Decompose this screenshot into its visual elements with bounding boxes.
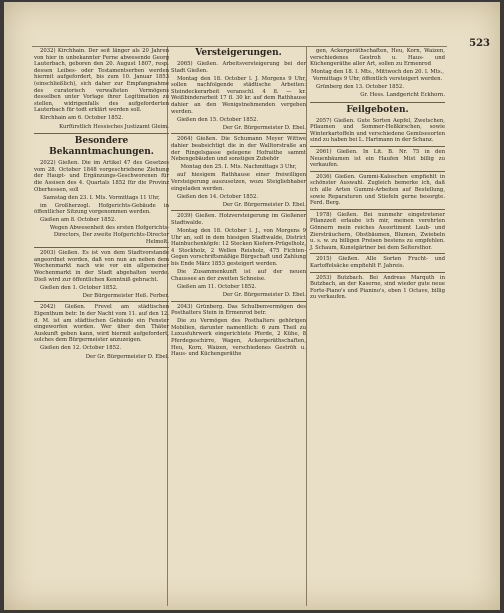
divider xyxy=(310,209,445,210)
column-1 xyxy=(34,48,169,362)
notice-signature: Der Gr. Bürgermeister D. Ebel. xyxy=(222,201,306,208)
notice-date: Gießen den 12. October 1852. xyxy=(40,345,122,352)
top-rule xyxy=(32,46,447,47)
divider xyxy=(171,133,306,134)
page-number: 523 xyxy=(469,38,490,49)
notice-date: Kirchhain am 6. October 1852. xyxy=(40,115,124,122)
notice: 2061) Gießen. In Lit. B. Nr. 75 in den Neuenbäumen ist ein Haufen Mist billig zu verkaufen. xyxy=(310,149,445,169)
notice-date: Gießen den 1. October 1852. xyxy=(40,284,118,291)
newspaper-page xyxy=(4,2,500,610)
divider xyxy=(310,272,445,273)
notice: 2053) Butzbach. Bei Andreas Marquth in Butzbach, an der Kaserne, sind wieder gute neue Forte-Piano's und Pianino's, eben 1 Octave, billig zu verkaufen. xyxy=(310,274,445,301)
notice-signature: Der Bürgermeister Heß. Ferber. xyxy=(82,292,169,299)
notice: 2032) Kirchhain. Der seit länger als 20 Jahren von hier in unbekannter Ferne abwesende Georg Lauterbach, geboren den 20. August 1807, resp. dessen Leibes- oder Testamentserben werden hiermit aufgefordert, bis zum 10. Januar 1853 (einschließlich), sich daher zur Empfangnahme des curatorisch verwalteten Vermögens desselben unter Vorlage ihrer Legitimation zu stellen, widrigenfalls des aufgeforderten Lauterbach für todt erklärt werden soll. xyxy=(34,48,169,114)
notice-signature: Kurfürstlich Hessisches Justizamt Gleim. xyxy=(59,123,169,130)
notice-date: Montag den 18. I. Mts., Mittwoch den 20. I. Mts., Vormittags 9 Uhr, öffentlich versteigert werden. xyxy=(311,69,444,82)
notice: Montag den 18. October l. J. Morgens 9 Uhr, sollen nachfolgende städtische Arbeiten: Steindeckerarbeit veranschl. 4 fl. — kr. Weißbinderarbeit 17 fl. 30 kr. auf dem Rathhause dahier an den Wenigstnehmenden vergeben werden. xyxy=(171,75,306,115)
notice-date: Gießen am 8. October 1852. xyxy=(40,217,116,224)
divider xyxy=(171,301,306,302)
notice-signature: Gr. Hess. Landgericht Eckhorn. xyxy=(360,92,445,99)
notice-date: Gießen den 15. October 1852. xyxy=(177,116,259,123)
column-2 xyxy=(171,48,306,359)
notice: 2042) Gießen. Frevel am städtischen Eigenthum betr. In der Nacht vom 11. auf den 12. d. M. ist am städtischen Gebäude ein Fenster eingeworfen worden. Wer über den Thäter Auskunft geben kann, wird hiermit aufgefordert, solches dem Bürgermeister anzuzeigen. xyxy=(34,304,169,344)
divider xyxy=(310,253,445,254)
column-divider xyxy=(306,46,307,606)
notice-signature: Der Gr. Bürgermeister D. Ebel. xyxy=(222,124,306,131)
divider xyxy=(34,301,169,302)
notice: Die Zusammenkunft ist auf der neuen Chaussee an der zweiten Schneise. xyxy=(171,269,306,282)
notice: auf hiesigem Rathhause einer freiwilligen Versteigerung auszusetzen, wozu Steigliebhaber eingeladen werden. xyxy=(171,172,306,192)
notice-signature: Der Gr. Bürgermeister D. Ebel. xyxy=(222,291,306,298)
section-heading: Besondere Bekanntmachungen. xyxy=(34,133,169,158)
notice: gen, Ackergeräthschaften, Heu, Korn, Waizen, verschiedenes Gestroh u. Haus- und Küchengeräthe aller Art, sollen zu Ermenrod xyxy=(310,48,445,68)
divider xyxy=(310,171,445,172)
notice-date: Gießen den 14. October 1852. xyxy=(177,193,259,200)
notice-signature: Der Gr. Bürgermeister D. Ebel. xyxy=(85,353,169,360)
notice: 2015) Gießen. Alle Sorten Frucht- und Kartoffelsäcke empfiehlt F. Jahreis. xyxy=(310,256,445,269)
divider xyxy=(171,210,306,211)
notice-date: Gießen am 11. October 1852. xyxy=(177,283,257,290)
notice-date: Grünberg den 13. October 1852. xyxy=(316,83,404,90)
section-heading: Feilgeboten. xyxy=(310,102,445,116)
section-heading: Versteigerungen. xyxy=(195,48,282,58)
notice: 2057) Gießen. Gute Sorten Aepfel, Zwetschen, Pflaumen und Sommer-Heßkirschen, sowie Winterkartoffeln und verschiedene Gemüsesorten sind zu haben bei L. Hartmann in der Schanz. xyxy=(310,117,445,144)
notice: Die zu Vermögen des Posthalters gehörigen Mobilien, darunter namentlich: 6 zum Theil zu Luxusfuhrwerk eingerichtete Pferde, 2 Kühe, 8 Pferdegeschirre, Wagen, Ackergeräthschaften, Heu, Korn, Waizen, verschiedenes Geströh u. Haus- und Küchengeräthe xyxy=(171,318,306,358)
column-3 xyxy=(310,48,445,302)
notice: 2039) Gießen. Holzversteigerung im Gießener Stadtwalde. xyxy=(171,213,306,226)
notice: Montag den 18. October l. J., von Morgens 9 Uhr an, soll in dem hiesigen Stadtwalde, District Hainbuchenköpfe: 12 Stecken Kiefern-Prügelholz, 4 Stockholz, 2 Wellen Reisholz, 475 Fichten-Gegen vorschriftsmäßige Bürgschaft und Zahlung bis Ende März 1853 gesteigert werden. xyxy=(171,228,306,268)
notice: 2003) Gießen. Es ist von dem Stadtvorstande angeordnet worden, daß von nun an neben dem Wochenmarkt nach wie vor ein allgemeiner Wochenmarkt in der Stadt abgehalten werde. Dieß wird zur öffentlichen Kenntniß gebracht. xyxy=(34,250,169,283)
notice: 2065) Gießen. Arbeitsversteigerung bei der Stadt Gießen. xyxy=(171,61,306,74)
notice: 1978) Gießen. Bei nunmehr eingetretener Pflanzzeit erlaube ich mir, meinen verehrten Gönnern mein reiches Assortiment Laub- und Ziersträuchern, Obstbäumen, Blumen, Zwiebeln u. s. w. zu billigen Preisen bestens zu empfehlen. J. Schaum, Kunstgärtner bei dem Seltersthor. xyxy=(310,211,445,251)
notice: 2036) Gießen. Gummi-Kaloschen empfiehlt in schönster Auswahl. Zugleich bemerke ich, daß ich alle Arten Gummi-Arbeiten auf Bestellung, sowie Reparaturen und Stiefeln gerne besorgte. Ferd. Berg. xyxy=(310,173,445,207)
notice-date: Samstag den 23. I. Mts. Vormittags 11 Uhr, xyxy=(43,194,160,201)
notice: 2064) Gießen. Die Schumann Meyer Wittwe dahier beabsichtigt die in der Walltorstraße an der Ringelsgasse gelegene Hofraithe sammt Nebengebäuden und sonstigen Zubehör xyxy=(171,136,306,163)
divider xyxy=(34,247,169,248)
notice-signature: Wegen Abwesenheit des ersten Hofgerichts-Directors, Der zweite Hofgerichts-Director Helmolt. xyxy=(49,225,169,245)
notice-date: Montag den 25. I. Mts. Nachmittags 3 Uhr, xyxy=(180,164,297,171)
notice: 2043) Grünberg. Das Schulbenvermögen des Posthalters Stein in Ermenrod betr. xyxy=(171,303,306,317)
divider xyxy=(310,146,445,147)
notice: 2022) Gießen. Die im Artikel 47 des Gesetzes vom 28. October 1848 vorgeschriebene Ziehung der Haupt- und Ergänzungs-Geschworenen für die Assisen des 4. Quartals 1852 für die Provinz Oberhessen, soll xyxy=(34,160,169,193)
notice: im Großherzogl. Hofgerichts-Gebäude in öffentlicher Sitzung vorgenommen werden. xyxy=(34,202,169,216)
